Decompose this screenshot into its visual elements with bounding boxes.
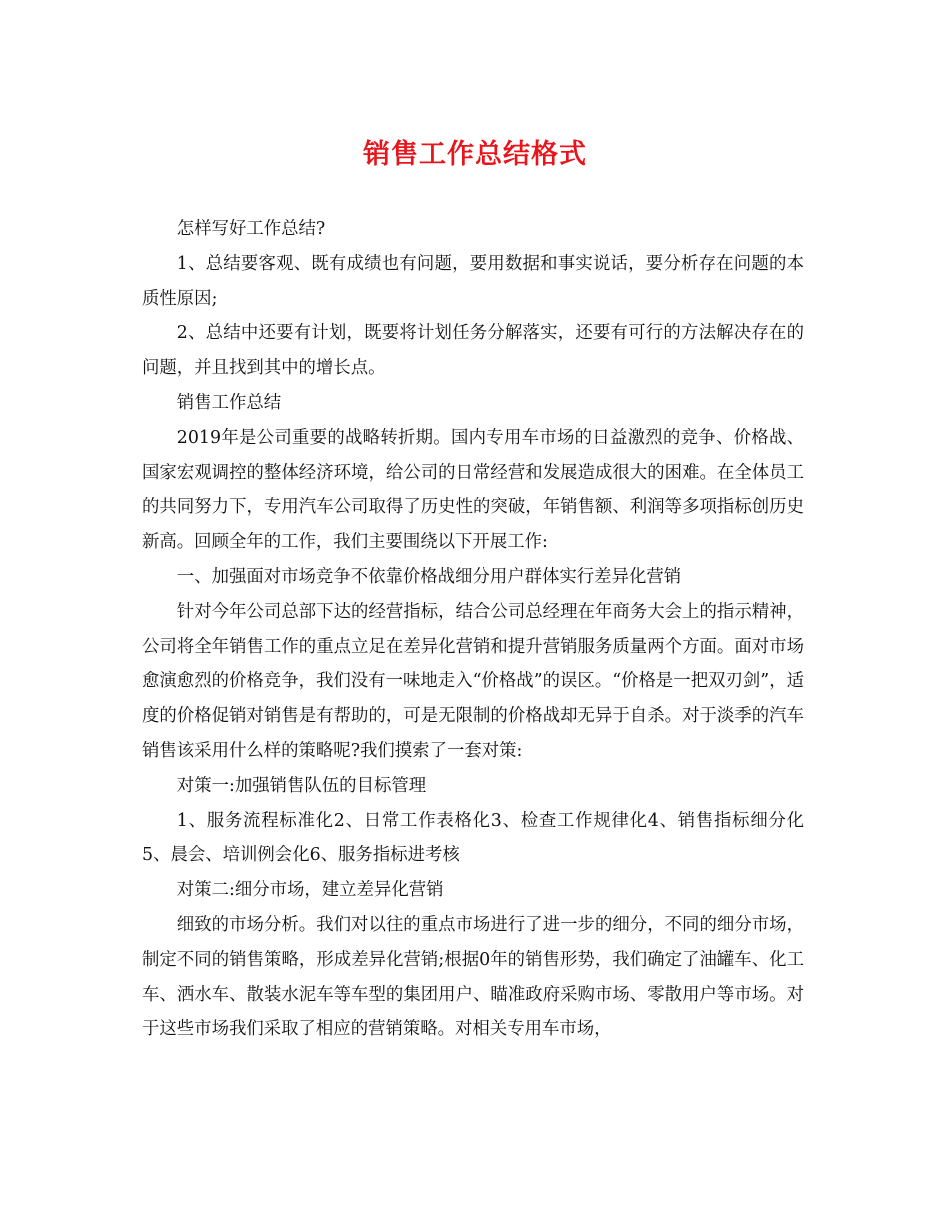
paragraph-pricing-strategy: 针对今年公司总部下达的经营指标，结合公司总经理在年商务大会上的指示精神，公司将全年销售工作的重点立足在差异化营销和提升营销服务质量两个方面。面对市场愈演愈烈的价格竞争，我们没有一味地走入“价格战”的误区。“价格是一把双刃剑”，适度的价格促销对销售是有帮助的，可是无限制的价格战却无异于自杀。对于淡季的汽车销售该采用什么样的策略呢?我们摸索了一套对策: (142, 601, 804, 761)
document-body (142, 212, 804, 1047)
strategy-one-list: 1、服务流程标准化2、日常工作表格化3、检查工作规律化4、销售指标细分化5、晨会、培训例会化6、服务指标进考核 (142, 810, 804, 866)
paragraph-market-analysis: 细致的市场分析。我们对以往的重点市场进行了进一步的细分，不同的细分市场，制定不同的销售策略，形成差异化营销;根据0年的销售形势，我们确定了油罐车、化工车、洒水车、散装水泥车等车型的集团用户、瞄准政府采购市场、零散用户等市场。对于这些市场我们采取了相应的营销策略。对相关专用车市场， (142, 914, 804, 1040)
strategy-one-heading: 对策一:加强销售队伍的目标管理 (176, 775, 427, 796)
section-heading-one: 一、加强面对市场竞争不依靠价格战细分用户群体实行差异化营销 (176, 566, 682, 587)
paragraph-point-1: 1、总结要客观、既有成绩也有问题，要用数据和事实说话，要分析存在问题的本质性原因; (142, 253, 804, 309)
paragraph-2019-overview: 2019年是公司重要的战略转折期。国内专用车市场的日益激烈的竞争、价格战、国家宏观调控的整体经济环境，给公司的日常经营和发展造成很大的困难。在全体员工的共同努力下，专用汽车公司取得了历史性的突破，年销售额、利润等多项指标创历史新高。回顾全年的工作，我们主要围绕以下开展工作: (142, 427, 804, 553)
paragraph-question: 怎样写好工作总结? (176, 219, 326, 239)
section-heading-sales-summary: 销售工作总结 (176, 392, 282, 413)
strategy-two-heading: 对策二:细分市场，建立差异化营销 (176, 880, 444, 901)
paragraph-point-2: 2、总结中还要有计划，既要将计划任务分解落实，还要有可行的方法解决存在的问题，并且找到其中的增长点。 (142, 323, 804, 379)
document-title: 销售工作总结格式 (363, 139, 587, 170)
